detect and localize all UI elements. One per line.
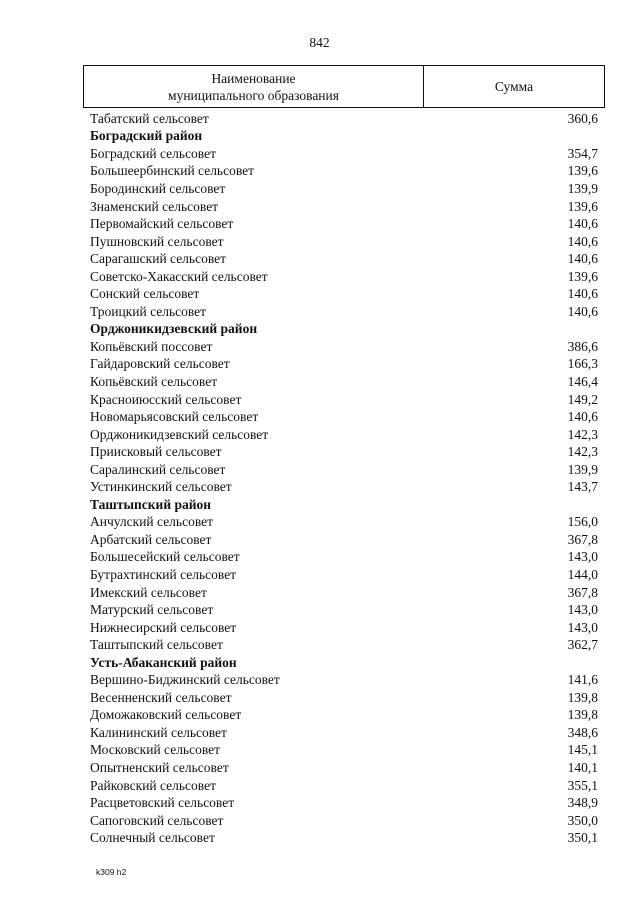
table-row [90,285,600,303]
sum-value: 149,2 [567,391,598,407]
table-row [90,636,600,654]
municipality-name: Сонский сельсовет [90,286,200,302]
sum-value: 166,3 [567,356,598,372]
table-row [90,391,600,409]
table-row [90,478,600,496]
district-name: Орджоникидзевский район [90,321,258,337]
sum-value: 354,7 [567,145,598,161]
table-row [90,461,600,479]
municipality-name: Сарагашский сельсовет [90,251,227,267]
municipality-name: Райковский сельсовет [90,777,216,793]
district-heading-row [90,321,600,339]
table-row [90,549,600,567]
table-row [90,514,600,532]
municipality-name: Орджоникидзевский сельсовет [90,426,269,442]
sum-value: 146,4 [567,373,598,389]
municipality-name: Расцветовский сельсовет [90,795,235,811]
municipality-name: Опытненский сельсовет [90,760,229,775]
municipality-name: Нижнесирский сельсовет [90,619,237,635]
municipality-name: Боградский сельсовет [90,145,216,161]
district-name: Боградский район [90,128,203,144]
table-row [90,689,600,707]
table-row [90,777,600,795]
district-heading-row [90,496,600,514]
table-row [90,268,600,286]
municipality-name: Бородинский сельсовет [90,180,226,196]
sum-value: 140,1 [567,760,598,775]
sum-value: 139,8 [567,689,598,705]
municipality-name: Копьёвский сельсовет [90,373,218,389]
column-header-name-line2: муниципального образования [168,87,339,103]
sum-value: 139,6 [567,198,598,214]
table-row [90,233,600,251]
column-header-name [84,66,424,107]
sum-value: 139,8 [567,707,598,723]
sum-value: 348,6 [567,724,598,740]
municipality-name: Большеербинский сельсовет [90,163,255,179]
municipality-name: Красноиюсский сельсовет [90,391,242,407]
municipality-name: Табатский сельсовет [90,110,209,126]
municipality-name: Троицкий сельсовет [90,303,207,319]
municipality-name: Первомайский сельсовет [90,216,234,232]
municipality-name: Анчулский сельсовет [90,514,214,530]
table-body [90,110,600,847]
sum-value: 350,1 [567,830,598,846]
municipality-name: Пушновский сельсовет [90,233,224,249]
sum-value: 145,1 [567,742,598,758]
table-row [90,426,600,444]
municipality-name: Саралинский сельсовет [90,461,226,477]
sum-value: 140,6 [567,286,598,302]
municipality-name: Сапоговский сельсовет [90,812,224,828]
municipality-name: Вершино-Биджинский сельсовет [90,672,280,688]
sum-value: 355,1 [567,777,598,793]
sum-value: 140,6 [567,303,598,319]
sum-value: 139,9 [567,461,598,477]
table-row [90,198,600,216]
table-row [90,373,600,391]
table-row [90,812,600,830]
table-row [90,672,600,690]
table-row [90,180,600,198]
table-row [90,601,600,619]
sum-value: 143,0 [567,549,598,565]
municipality-name: Бутрахтинский сельсовет [90,566,237,582]
sum-value: 139,6 [567,163,598,179]
table-row [90,724,600,742]
municipality-name: Таштыпский сельсовет [90,637,223,653]
sum-value: 348,9 [567,795,598,811]
municipality-name: Весенненский сельсовет [90,689,232,705]
municipality-name: Новомарьясовский сельсовет [90,409,259,425]
municipality-name: Знаменский сельсовет [90,198,219,214]
table-row [90,566,600,584]
sum-value: 143,0 [567,619,598,635]
sum-value: 140,6 [567,409,598,425]
municipality-name: Московский сельсовет [90,742,221,758]
table-row [90,356,600,374]
sum-value: 140,6 [567,216,598,232]
table-header [83,65,605,108]
sum-value: 143,7 [567,479,598,495]
sum-value: 360,6 [567,110,598,126]
sum-value: 367,8 [567,584,598,600]
municipality-name: Арбатский сельсовет [90,531,212,547]
municipality-name: Устинкинский сельсовет [90,479,232,495]
table-row [90,408,600,426]
municipality-name: Большесейский сельсовет [90,549,240,565]
table-row [90,742,600,760]
municipality-name: Имекский сельсовет [90,584,207,600]
municipality-name: Доможаковский сельсовет [90,707,242,723]
page-number: 842 [309,35,330,50]
municipality-name: Матурский сельсовет [90,602,214,618]
sum-value: 142,3 [567,444,598,460]
table-row [90,338,600,356]
sum-value: 362,7 [567,637,598,653]
sum-value: 141,6 [567,672,598,688]
table-row [90,215,600,233]
table-row [90,163,600,181]
table-row [90,829,600,847]
table-row [90,250,600,268]
table-row [90,531,600,549]
table-row [90,794,600,812]
sum-value: 144,0 [567,566,598,582]
column-header-name-line1: Наименование [211,70,296,86]
table-row [90,303,600,321]
district-name: Усть-Абаканский район [90,654,237,670]
sum-value: 140,6 [567,233,598,249]
table-row [90,443,600,461]
sum-value: 139,6 [567,268,598,284]
table-row [90,707,600,725]
sum-value: 142,3 [567,426,598,442]
sum-value: 367,8 [567,531,598,547]
district-name: Таштыпский район [90,496,212,512]
sum-value: 350,0 [567,812,598,828]
table-row [90,110,600,128]
municipality-name: Приисковый сельсовет [90,444,222,460]
column-header-sum: Сумма [494,78,534,94]
district-heading-row [90,128,600,146]
sum-value: 143,0 [567,602,598,618]
sum-value: 386,6 [567,338,598,354]
sum-value: 156,0 [567,514,598,530]
municipality-name: Советско-Хакасский сельсовет [90,268,268,284]
municipality-name: Калининский сельсовет [90,724,227,740]
table-row [90,145,600,163]
district-heading-row [90,654,600,672]
table-row [90,759,600,777]
municipality-name: Солнечный сельсовет [90,830,215,846]
table-row [90,584,600,602]
sum-value: 140,6 [567,251,598,267]
sum-value: 139,9 [567,180,598,196]
municipality-name: Копьёвский поссовет [90,338,213,354]
footer-code: k309 h2 [96,867,127,877]
municipality-name: Гайдаровский сельсовет [90,356,230,372]
table-row [90,619,600,637]
